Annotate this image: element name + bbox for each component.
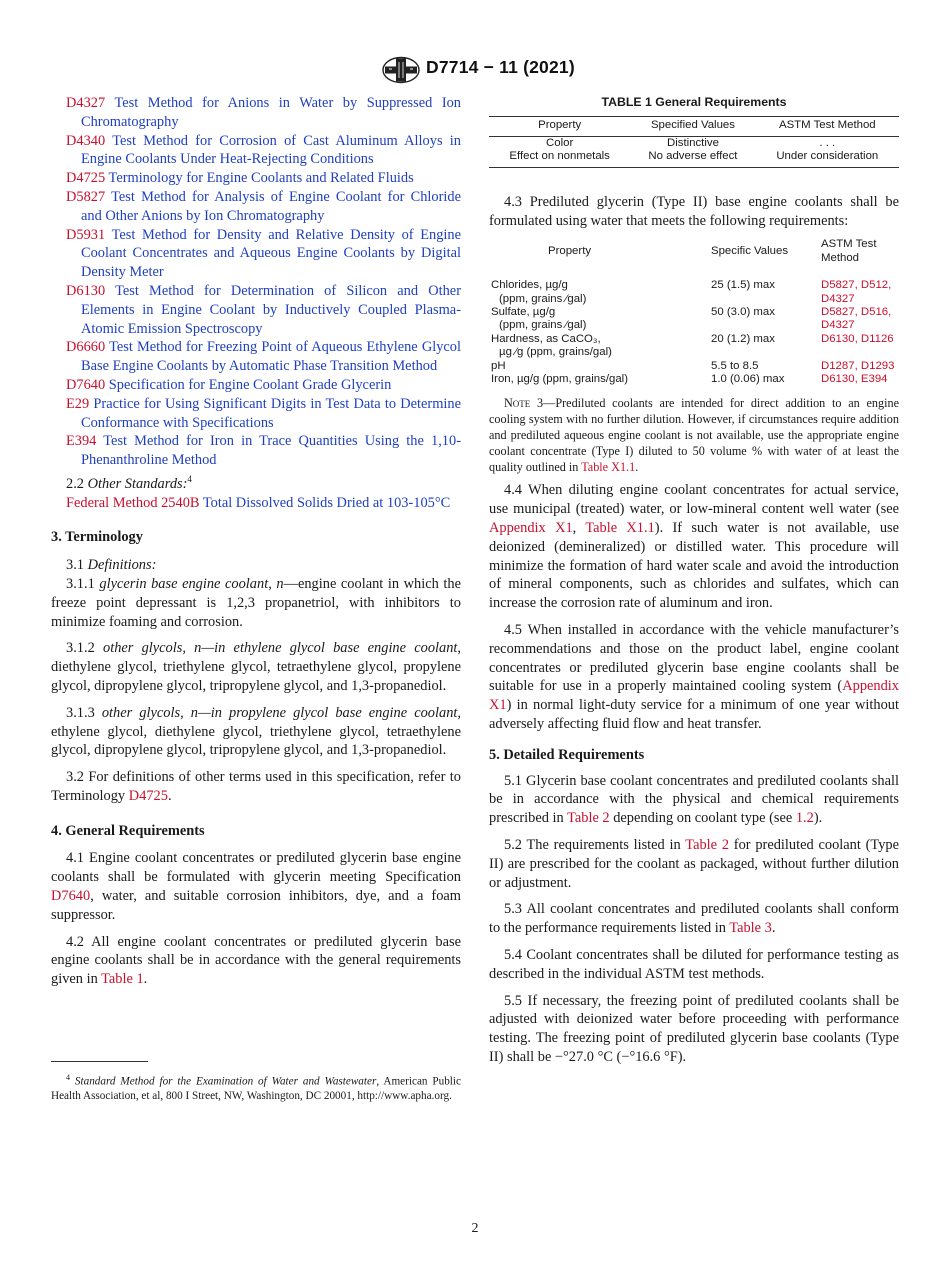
- reference-item[interactable]: [51, 94, 461, 132]
- reference-item[interactable]: [51, 376, 461, 395]
- reference-title[interactable]: Test Method for Anions in Water by Suppressed Ion Chromatography: [81, 95, 462, 130]
- water-property-subline: (ppm, grains ⁄gal): [499, 319, 587, 332]
- reference-item[interactable]: [51, 132, 461, 170]
- table-1-header-cell: Property: [489, 117, 630, 137]
- para-4-4: 4.4 When diluting engine coolant concentrates for actual service, use municipal (treated) water, or low-mineral content well water (see Appendix X1, Table X1.1). If such water is not available, use deionized (demineralized) or distilled water. This procedure will minimize the formation of hard water scale and avoid the introduction of mineral components, such as chlorides and sulfates, which can increase the corrosion rate of aluminum and iron.: [489, 482, 899, 612]
- link-appendix-x1-b[interactable]: Appendix X1: [489, 678, 899, 714]
- para-3-1-1: 3.1.1 glycerin base engine coolant, n—engine coolant in which the freeze point depressant is 1,2,3 propanetriol, with inhibitors to minimize foaming and corrosion.: [51, 575, 461, 630]
- table-1-header-cell: Specified Values: [630, 117, 755, 137]
- table-1-caption: TABLE 1 General Requirements: [601, 95, 787, 109]
- water-header-values: Specific Values: [711, 245, 789, 258]
- table-row: [489, 150, 899, 167]
- section-4-heading: 4. General Requirements: [51, 822, 205, 839]
- para-5-1: 5.1 Glycerin base coolant concentrates and prediluted coolants shall be in accordance with the physical and chemical requirements prescribed in Table 2 depending on coolant type (see 1.2).: [489, 772, 899, 827]
- water-requirements-table: [489, 238, 899, 386]
- reference-code[interactable]: D6660: [66, 339, 106, 356]
- water-table-row: [489, 373, 899, 386]
- note-3: Note 3—Prediluted coolants are intended for direct addition to an engine cooling system with no further dilution. However, if circumstances require addition and prediluted aqueous engine coolant is not available, use the appropriate engine coolant concentrate (Type I) diluted to 50 volume % with water of at least the quality outlined in Table X1.1.: [489, 396, 899, 475]
- link-table-x1-1[interactable]: Table X1.1: [581, 460, 636, 475]
- table-cell: Color: [546, 136, 574, 149]
- astm-logo-icon: [381, 56, 421, 84]
- reference-list: [51, 94, 461, 470]
- reference-item[interactable]: [51, 188, 461, 226]
- table-1-header-row: [489, 117, 899, 137]
- table-cell: Effect on nonmetals: [489, 150, 630, 167]
- water-value-cell: 20 (1.2) max: [711, 332, 775, 345]
- water-method-links[interactable]: D1287, D1293: [821, 359, 895, 372]
- water-property-cell: [489, 306, 711, 333]
- water-property-cell: [489, 373, 711, 386]
- water-value-cell: 5.5 to 8.5: [711, 359, 759, 372]
- reference-item[interactable]: [51, 338, 461, 376]
- water-method-links[interactable]: D6130, D1126: [821, 332, 894, 345]
- water-value-cell: 50 (3.0) max: [711, 306, 775, 318]
- reference-code[interactable]: D4340: [66, 132, 106, 149]
- reference-title[interactable]: Test Method for Iron in Trace Quantities Using the 1,10-Phenanthroline Method: [81, 433, 461, 469]
- para-5-3: 5.3 All coolant concentrates and prediluted coolants shall conform to the performance requirements listed in Table 3.: [489, 901, 899, 937]
- water-table-row: [489, 333, 899, 360]
- water-property-cell: [489, 360, 711, 373]
- water-property-cell: [489, 279, 711, 306]
- water-property-cell: [489, 333, 711, 360]
- table-row: [489, 136, 899, 150]
- water-table-row: [489, 360, 899, 373]
- link-appendix-x1[interactable]: Appendix X1: [489, 520, 573, 537]
- reference-code[interactable]: D4327: [66, 95, 106, 111]
- reference-title[interactable]: Test Method for Freezing Point of Aqueous Ethylene Glycol Base Engine Coolants by Automatic Phase Transition Method: [81, 339, 461, 375]
- water-property-line: Sulfate, µg/g: [491, 306, 556, 318]
- right-column: [489, 94, 899, 1067]
- para-5-4: 5.4 Coolant concentrates shall be diluted for performance testing as described in the individual ASTM test methods.: [489, 946, 899, 982]
- para-4-3: 4.3 Prediluted glycerin (Type II) base engine coolants shall be formulated using water that meets the following requirements:: [489, 193, 899, 229]
- reference-title[interactable]: Test Method for Determination of Silicon and Other Elements in Engine Coolant by Inductively Coupled Plasma-Atomic Emission Spectroscopy: [81, 282, 461, 337]
- reference-code[interactable]: D6130: [66, 282, 106, 299]
- water-table-row: [489, 306, 899, 333]
- water-header-method: ASTM Test Method: [821, 238, 877, 264]
- water-table-header-row: [489, 238, 899, 279]
- link-d7640[interactable]: D7640: [51, 888, 91, 905]
- page-number: 2: [471, 1221, 479, 1236]
- water-property-line: Hardness, as CaCO₃,: [491, 332, 601, 345]
- link-d4725[interactable]: D4725: [128, 787, 168, 804]
- table-1: [489, 116, 899, 168]
- water-method-links[interactable]: D6130, E394: [821, 373, 888, 386]
- reference-code[interactable]: D5827: [66, 188, 106, 205]
- water-header-property: Property: [548, 245, 592, 258]
- para-4-2: 4.2 All engine coolant concentrates or prediluted glycerin base engine coolants shall be in accordance with the general requirements given in Table 1.: [51, 933, 461, 988]
- para-3-1-2: 3.1.2 other glycols, n—in ethylene glycol base engine coolant, diethylene glycol, triethylene glycol, tetraethylene glycol, propylene glycol, dipropylene glycol, tripropylene glycol, and 1,3-propanediol.: [51, 640, 461, 694]
- section-3-heading: 3. Terminology: [51, 529, 143, 546]
- reference-item[interactable]: [51, 395, 461, 433]
- para-4-1: 4.1 Engine coolant concentrates or prediluted glycerin base engine coolants shall be formulated with glycerin meeting Specification D7640, water, and suitable corrosion inhibitors, dye, and a foam suppressor.: [51, 850, 461, 923]
- page-header: [0, 56, 950, 86]
- link-1-2[interactable]: 1.2: [795, 810, 814, 827]
- water-value-cell: 25 (1.5) max: [711, 279, 775, 292]
- reference-code[interactable]: D4725: [66, 170, 106, 187]
- reference-code[interactable]: E394: [66, 433, 97, 450]
- water-property-subline: µg ⁄g (ppm, grains/gal): [499, 346, 612, 359]
- table-cell: No adverse effect: [630, 150, 755, 167]
- reference-title[interactable]: Test Method for Analysis of Engine Coolant for Chloride and Other Anions by Ion Chromatography: [81, 188, 461, 224]
- water-property-line: Iron, µg/g (ppm, grains/gal): [491, 373, 628, 386]
- link-table-x1-1-b[interactable]: Table X1.1: [585, 520, 655, 537]
- reference-title[interactable]: Test Method for Density and Relative Density of Engine Coolant Concentrates and Aqueous Engine Coolants by Digital Density Meter: [81, 226, 461, 281]
- link-table-1[interactable]: Table 1: [101, 971, 144, 988]
- table-1-header-cell: ASTM Test Method: [756, 117, 899, 137]
- water-method-links[interactable]: D5827, D516, D4327: [821, 306, 892, 332]
- table-cell: Distinctive: [667, 136, 719, 149]
- water-property-line: Chlorides, µg/g: [491, 279, 568, 292]
- footnote-divider: [51, 1061, 148, 1062]
- reference-item[interactable]: [51, 169, 461, 188]
- reference-title[interactable]: Practice for Using Significant Digits in Test Data to Determine Conformance with Specifications: [81, 395, 461, 431]
- section-5-heading: 5. Detailed Requirements: [489, 746, 645, 763]
- left-column: [51, 94, 461, 989]
- para-3-2: 3.2 For definitions of other terms used in this specification, refer to Terminology D4725.: [51, 769, 461, 804]
- water-property-line: pH: [491, 359, 506, 372]
- link-table-2[interactable]: Table 2: [567, 810, 610, 827]
- reference-title[interactable]: Test Method for Corrosion of Cast Aluminum Alloys in Engine Coolants Under Heat-Rejecting Conditions: [81, 132, 461, 168]
- reference-item-federal[interactable]: Federal Method 2540B Total Dissolved Solids Dried at 103-105°C: [66, 494, 451, 511]
- water-property-subline: (ppm, grains ⁄gal): [499, 292, 587, 305]
- link-table-2-b[interactable]: Table 2: [685, 836, 730, 853]
- footnote: $^4$ Standard Method for the Examination of Water and Wastewater, American Public Health Association, et al, 800 I Street, NW, Washington, DC 20001, http://www.apha.org.: [51, 1073, 461, 1103]
- reference-item[interactable]: [51, 432, 461, 470]
- water-table-row: [489, 279, 899, 306]
- para-3-1: 3.1 Definitions:: [66, 557, 157, 574]
- reference-title[interactable]: Terminology for Engine Coolants and Related Fluids: [108, 170, 414, 187]
- water-method-links[interactable]: D5827, D512, D4327: [821, 279, 892, 305]
- other-standards-heading: 2.2 Other Standards:$^4$: [66, 473, 192, 492]
- reference-code[interactable]: D7640: [66, 376, 106, 393]
- reference-item[interactable]: [51, 282, 461, 338]
- para-4-5: 4.5 When installed in accordance with the vehicle manufacturer’s recommendations and those on the product label, engine coolant concentrates or prediluted glycerin base engine coolants shall be suitable for use in a properly maintained cooling system (Appendix X1) in normal light-duty service for a minimum of one year without adversely affecting fluid flow and heat transfer.: [489, 622, 899, 732]
- para-3-1-3: 3.1.3 other glycols, n—in propylene glycol base engine coolant, ethylene glycol, diethylene glycol, triethylene glycol, tetraethylene glycol, dipropylene glycol, tripropylene glycol, and 1,3-propanediol.: [51, 704, 461, 759]
- reference-code[interactable]: E29: [66, 395, 90, 412]
- para-5-2: 5.2 The requirements listed in Table 2 for prediluted coolant (Type II) are prescribed for the coolant as packaged, without further dilution or adjustment.: [489, 836, 899, 891]
- table-cell: . . .: [819, 136, 836, 149]
- link-table-3[interactable]: Table 3: [729, 920, 772, 937]
- reference-title[interactable]: Specification for Engine Coolant Grade Glycerin: [108, 376, 392, 393]
- document-id: D7714 − 11 (2021): [426, 57, 575, 77]
- para-5-5: 5.5 If necessary, the freezing point of prediluted coolants shall be adjusted with deionized water before proceeding with performance testing. The freezing point of prediluted glycerin base coolants (Type II) shall be −°27.0 °C (−°16.6 °F).: [489, 992, 899, 1065]
- reference-code[interactable]: D5931: [66, 226, 106, 243]
- reference-item[interactable]: [51, 226, 461, 282]
- table-cell: Under consideration: [756, 150, 899, 167]
- water-value-cell: 1.0 (0.06) max: [711, 373, 785, 386]
